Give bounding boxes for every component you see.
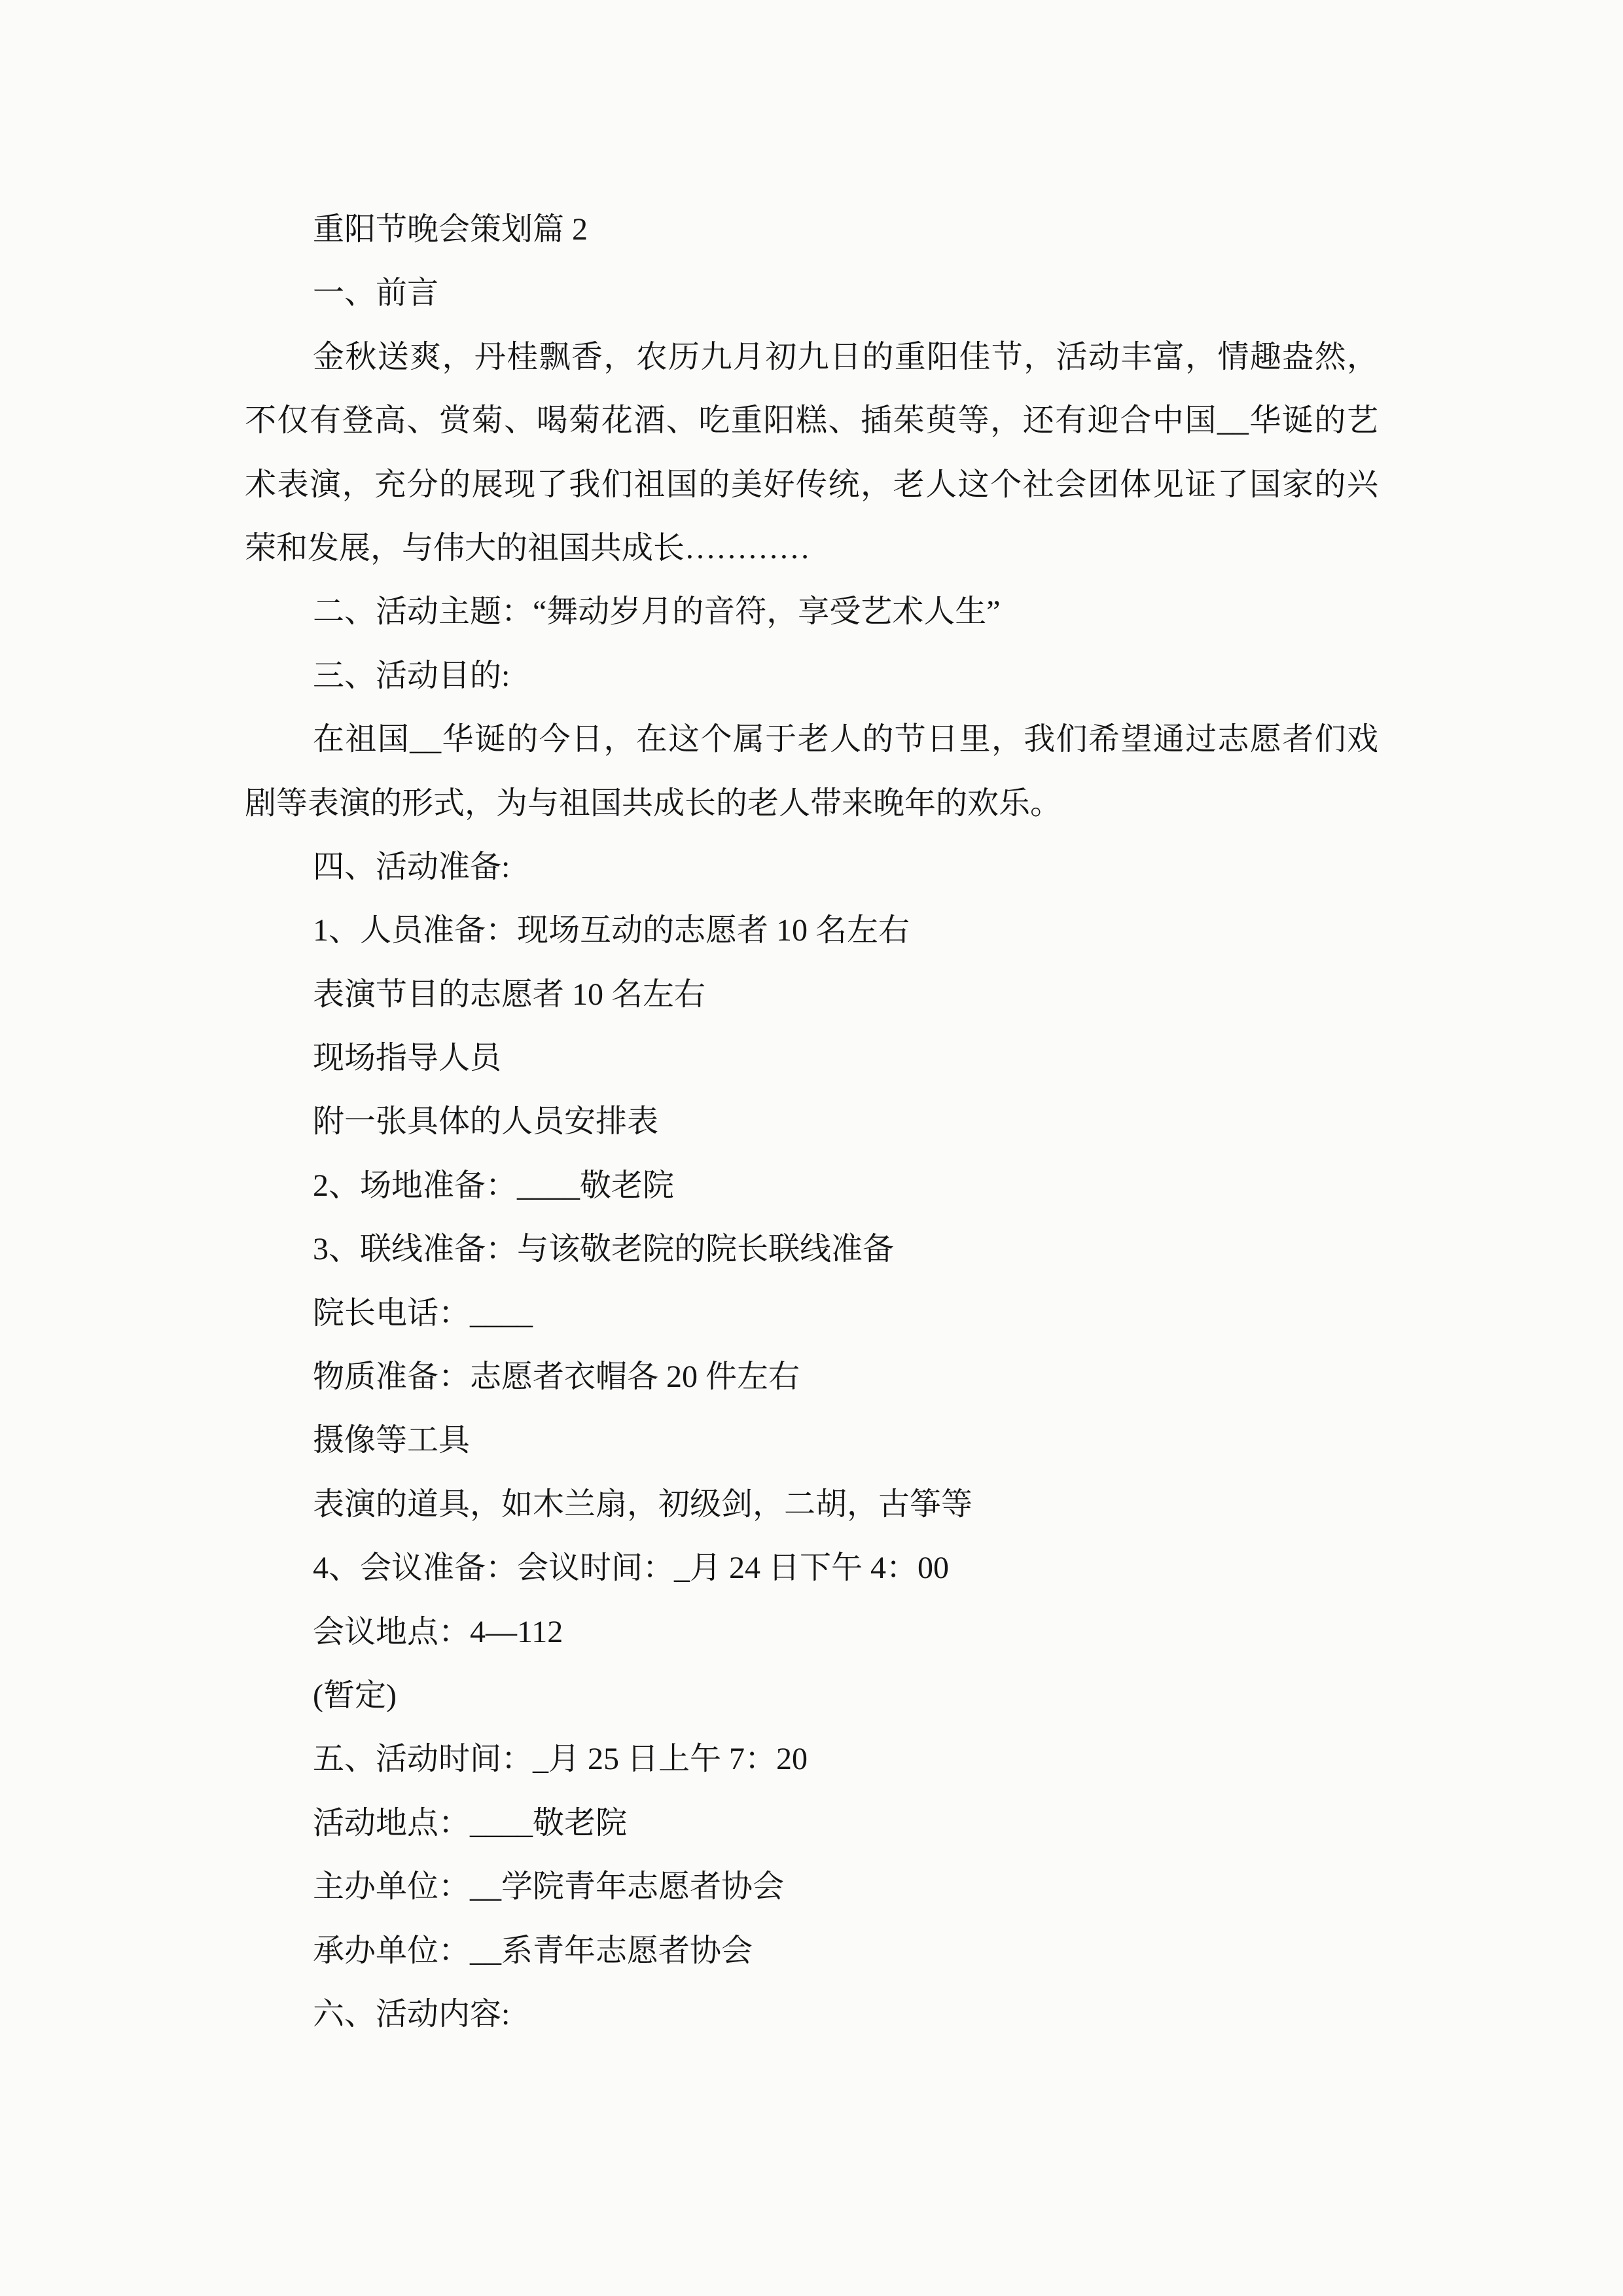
section-heading-preparation: 四、活动准备: (313, 849, 510, 884)
text-line: 物质准备：志愿者衣帽各 20 件左右 (313, 1359, 800, 1395)
text-line: 术表演，充分的展现了我们祖国的美好传统，老人这个社会团体见证了国家的兴 (245, 467, 1378, 502)
text-line: 会议地点：4—112 (313, 1614, 563, 1649)
text-line: 活动地点：____敬老院 (313, 1805, 628, 1840)
text-line: 承办单位：__系青年志愿者协会 (313, 1933, 753, 1968)
text-line: (暂定) (313, 1677, 397, 1713)
text-line: 不仅有登高、赏菊、喝菊花酒、吃重阳糕、插茱萸等，还有迎合中国__华诞的艺 (245, 403, 1378, 439)
section-heading-preface: 一、前言 (313, 276, 439, 311)
section-heading-purpose: 三、活动目的: (313, 658, 510, 693)
text-line: 表演的道具，如木兰扇，初级剑，二胡，古筝等 (313, 1486, 973, 1522)
text-line: 院长电话：____ (313, 1295, 533, 1331)
text-line: 荣和发展，与伟大的祖国共成长………… (245, 530, 811, 565)
text-line: 主办单位：__学院青年志愿者协会 (313, 1869, 785, 1905)
text-line: 金秋送爽，丹桂飘香，农历九月初九日的重阳佳节，活动丰富，情趣盎然， (313, 339, 1378, 374)
text-line: 表演节目的志愿者 10 名左右 (313, 977, 706, 1012)
text-line: 3、联线准备：与该敬老院的院长联线准备 (313, 1232, 895, 1267)
text-line: 1、人员准备：现场互动的志愿者 10 名左右 (313, 913, 910, 948)
text-line: 在祖国__华诞的今日，在这个属于老人的节日里，我们希望通过志愿者们戏 (313, 722, 1378, 757)
text-line: 现场指导人员 (313, 1041, 502, 1076)
section-heading-content: 六、活动内容: (313, 1996, 510, 2032)
document-title-line: 重阳节晚会策划篇 2 (313, 212, 588, 247)
text-line: 摄像等工具 (313, 1423, 471, 1458)
text-line: 附一张具体的人员安排表 (313, 1104, 659, 1139)
section-heading-theme: 二、活动主题：“舞动岁月的音符，享受艺术人生” (313, 594, 1001, 630)
text-line: 剧等表演的形式，为与祖国共成长的老人带来晚年的欢乐。 (245, 785, 1062, 821)
section-heading-time: 五、活动时间：_月 25 日上午 7：20 (313, 1742, 808, 1777)
document-text-block (245, 198, 1378, 2046)
text-line: 4、会议准备：会议时间：_月 24 日下午 4：00 (313, 1551, 950, 1586)
text-line: 2、场地准备：____敬老院 (313, 1168, 675, 1203)
